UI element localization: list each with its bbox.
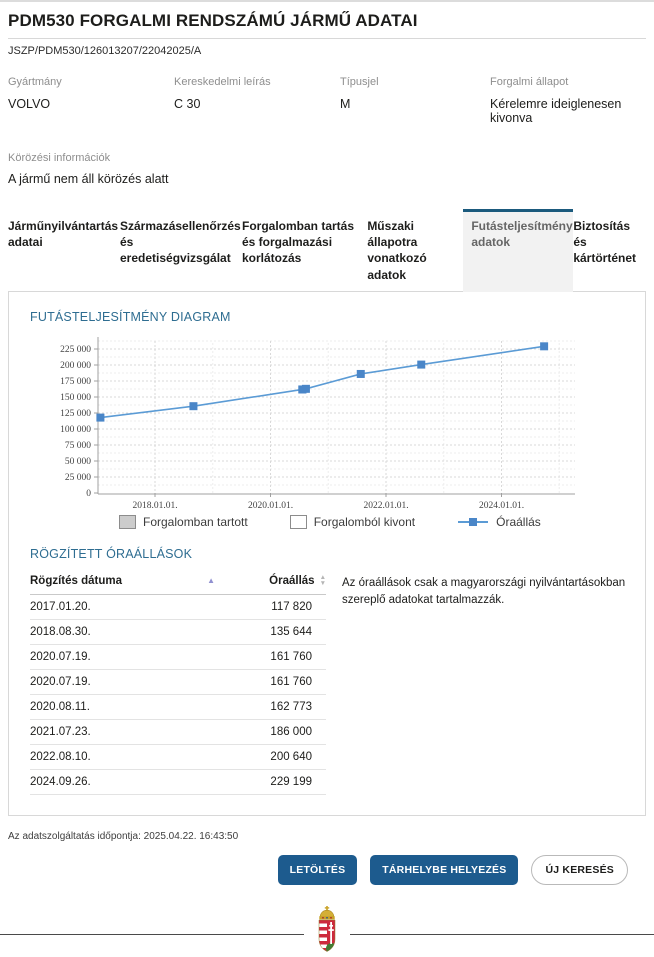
wanted-info-label: Körözési információk — [8, 152, 111, 164]
field-value: Kérelemre ideiglenesen kivonva — [490, 97, 622, 125]
sort-ascending-icon[interactable]: ▲ — [207, 576, 215, 586]
chart-section-heading: FUTÁSTELJESÍTMÉNY DIAGRAM — [30, 309, 231, 324]
field-commercial-description — [174, 76, 340, 125]
cell-date: 2021.07.23. — [30, 725, 91, 738]
cell-odometer: 135 644 — [270, 625, 312, 638]
field-registration-status — [490, 76, 646, 125]
table-row — [30, 620, 326, 645]
data-service-timestamp: Az adatszolgáltatás időpontja: 2025.04.22. 16:43:50 — [8, 830, 239, 842]
column-label: Rögzítés dátuma — [30, 574, 123, 587]
footer-crest-strip — [0, 906, 654, 952]
tab-technical-condition[interactable]: Műszaki állapotra vonatkozó adatok — [367, 219, 427, 282]
cell-date: 2022.08.10. — [30, 750, 91, 763]
svg-text:2022.01.01.: 2022.01.01. — [363, 500, 409, 511]
column-header-date[interactable] — [30, 575, 215, 587]
cell-odometer: 229 199 — [270, 775, 312, 788]
column-header-odometer[interactable] — [215, 575, 326, 587]
tab-origin-check[interactable]: Származásellenőrzés és eredetiségvizsgálat — [120, 219, 241, 266]
svg-text:2018.01.01.: 2018.01.01. — [132, 500, 178, 511]
tab-vehicle-registry[interactable]: Járműnyilvántartás adatai — [8, 219, 119, 250]
svg-text:125 000: 125 000 — [60, 408, 91, 419]
cell-date: 2020.08.11. — [30, 700, 90, 713]
cell-odometer: 161 760 — [270, 675, 312, 688]
save-to-storage-button[interactable]: TÁRHELYBE HELYEZÉS — [370, 855, 518, 885]
tab-insurance-history[interactable]: Biztosítás és kártörténet — [573, 219, 636, 266]
cell-date: 2018.08.30. — [30, 625, 91, 638]
svg-text:175 000: 175 000 — [60, 376, 91, 387]
svg-text:25 000: 25 000 — [64, 472, 91, 483]
svg-text:100 000: 100 000 — [60, 424, 91, 435]
chart-legend — [119, 515, 645, 529]
field-label: Típusjel — [340, 76, 379, 88]
column-label: Óraállás — [269, 574, 315, 587]
tab-mileage-data[interactable]: Futásteljesítmény adatok — [463, 209, 573, 292]
odometer-table-area — [30, 570, 645, 795]
download-button[interactable]: LETÖLTÉS — [278, 855, 358, 885]
field-type-code — [340, 76, 490, 125]
new-search-button[interactable]: ÚJ KERESÉS — [531, 855, 628, 885]
sort-up-icon: ▲ — [319, 574, 326, 582]
field-label: Forgalmi állapot — [490, 76, 569, 88]
legend-label: Óraállás — [496, 514, 541, 529]
wanted-info-value: A jármű nem áll körözés alatt — [8, 172, 169, 186]
cell-odometer: 161 760 — [270, 650, 312, 663]
cell-date: 2024.09.26. — [30, 775, 91, 788]
table-row — [30, 695, 326, 720]
cell-date: 2020.07.19. — [30, 650, 91, 663]
svg-text:2020.01.01.: 2020.01.01. — [247, 500, 294, 511]
odometer-table — [30, 570, 326, 795]
svg-text:2024.01.01.: 2024.01.01. — [478, 500, 525, 511]
tab-circulation-restrictions[interactable]: Forgalomban tartás és forgalmazási korlátozás — [242, 219, 355, 266]
legend-item-kept-in-circulation — [119, 515, 248, 529]
cell-odometer: 200 640 — [270, 750, 312, 763]
coat-of-arms-icon — [315, 906, 339, 952]
table-row — [30, 745, 326, 770]
cell-odometer: 117 820 — [271, 600, 312, 613]
cell-odometer: 186 000 — [270, 725, 312, 738]
legend-item-withdrawn — [290, 515, 415, 529]
field-manufacturer — [8, 76, 174, 125]
table-row — [30, 670, 326, 695]
table-row — [30, 595, 326, 620]
legend-swatch-white — [290, 515, 307, 529]
legend-item-odometer — [457, 515, 541, 529]
wanted-info — [8, 152, 646, 186]
field-label: Gyártmány — [8, 76, 62, 88]
svg-text:200 000: 200 000 — [60, 360, 91, 371]
tab-bar — [8, 209, 646, 291]
table-row — [30, 770, 326, 795]
action-buttons — [8, 855, 628, 885]
cell-date: 2020.07.19. — [30, 675, 91, 688]
svg-text:0: 0 — [86, 488, 91, 499]
svg-text:75 000: 75 000 — [64, 440, 91, 451]
sort-toggle-icon[interactable] — [320, 575, 326, 586]
svg-text:150 000: 150 000 — [60, 392, 91, 403]
legend-line-marker-icon — [457, 516, 489, 528]
cell-date: 2017.01.20. — [30, 600, 91, 613]
mileage-chart — [29, 329, 645, 515]
table-section-heading: RÖGZÍTETT ÓRAÁLLÁSOK — [30, 546, 193, 561]
case-reference: JSZP/PDM530/126013207/22042025/A — [8, 45, 202, 57]
field-value: C 30 — [174, 97, 201, 111]
field-label: Kereskedelmi leírás — [174, 76, 271, 88]
table-row — [30, 645, 326, 670]
svg-text:50 000: 50 000 — [64, 456, 91, 467]
table-header — [30, 570, 326, 595]
legend-swatch-gray — [119, 515, 136, 529]
table-row — [30, 720, 326, 745]
vehicle-summary-fields — [8, 76, 646, 125]
odometer-disclaimer: Az óraállások csak a magyarországi nyilvántartásokban szereplő adatokat tartalmazzák. — [342, 576, 626, 606]
mileage-panel — [8, 291, 646, 816]
cell-odometer: 162 773 — [270, 700, 312, 713]
field-value: M — [340, 97, 351, 111]
sort-down-icon: ▼ — [319, 579, 326, 587]
legend-label: Forgalomban tartott — [143, 514, 248, 529]
svg-text:225 000: 225 000 — [60, 344, 91, 355]
page-title: PDM530 FORGALMI RENDSZÁMÚ JÁRMŰ ADATAI — [8, 2, 646, 39]
hungarian-coat-of-arms — [304, 906, 350, 957]
legend-label: Forgalomból kivont — [313, 514, 416, 529]
field-value: VOLVO — [8, 97, 51, 111]
